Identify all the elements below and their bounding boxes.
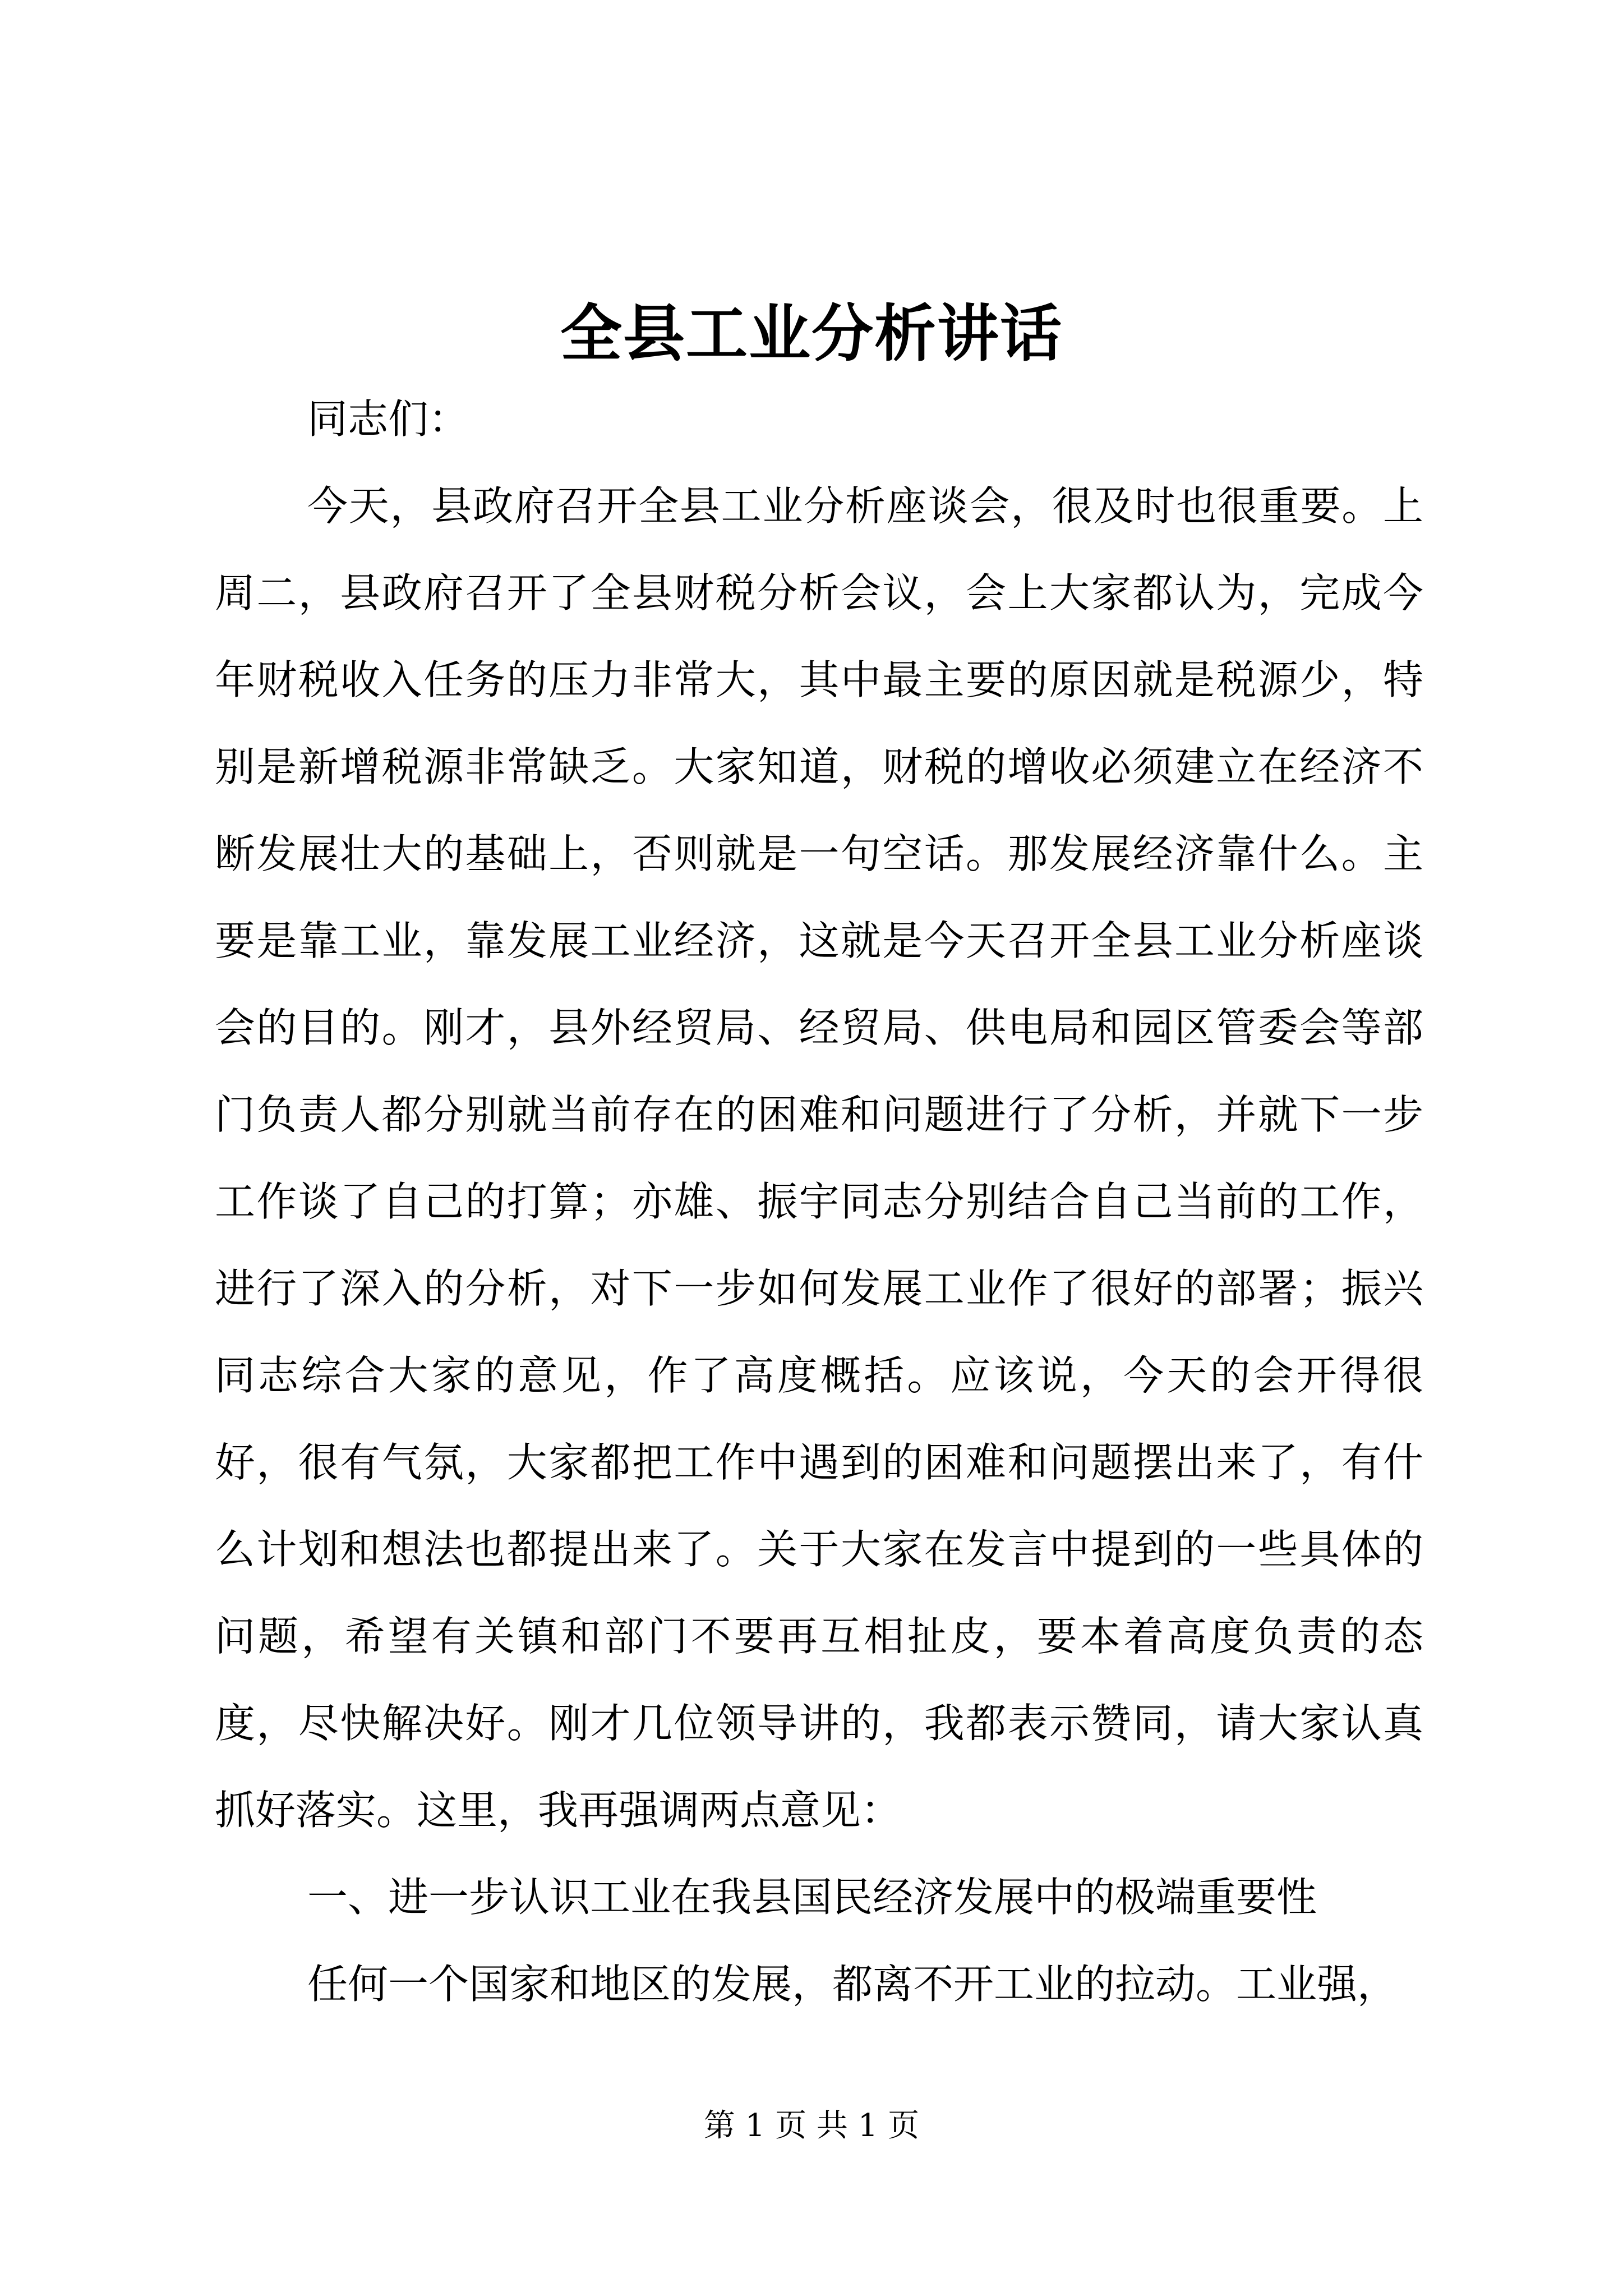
body-paragraph: 今天，县政府召开全县工业分析座谈会，很及时也很重要。上周二，县政府召开了全县财税分析会议，会上大家都认为，完成今年财税收入任务的压力非常大，其中最主要的原因就是税源少，特别是新增税源非常缺乏。大家知道，财税的增收必须建立在经济不断发展壮大的基础上，否则就是一句空话。那发展经济靠什么。主要是靠工业，靠发展工业经济，这就是今天召开全县工业分析座谈会的目的。刚才，县外经贸局、经贸局、供电局和园区管委会等部门负责人都分别就当前存在的困难和问题进行了分析，并就下一步工作谈了自己的打算；亦雄、振宇同志分别结合自己当前的工作，进行了深入的分析，对下一步如何发展工业作了很好的部署；振兴同志综合大家的意见，作了高度概括。应该说，今天的会开得很好，很有气氛，大家都把工作中遇到的困难和问题摆出来了，有什么计划和想法也都提出来了。关于大家在发言中提到的一些具体的问题，希望有关镇和部门不要再互相扯皮，要本着高度负责的态度，尽快解决好。刚才几位领导讲的，我都表示赞同，请大家认真抓好落实。这里，我再强调两点意见： (215, 482, 1423, 1834)
greeting-paragraph: 同志们： (307, 395, 469, 443)
page-footer: 第 1 页 共 1 页 (703, 2108, 920, 2144)
document-title: 全县工业分析讲话 (560, 297, 1063, 370)
section-heading: 一、进一步认识工业在我县国民经济发展中的极端重要性 (307, 1874, 1317, 1921)
body-paragraph: 任何一个国家和地区的发展，都离不开工业的拉动。工业强， (307, 1961, 1398, 2008)
document-body (215, 376, 1423, 2028)
